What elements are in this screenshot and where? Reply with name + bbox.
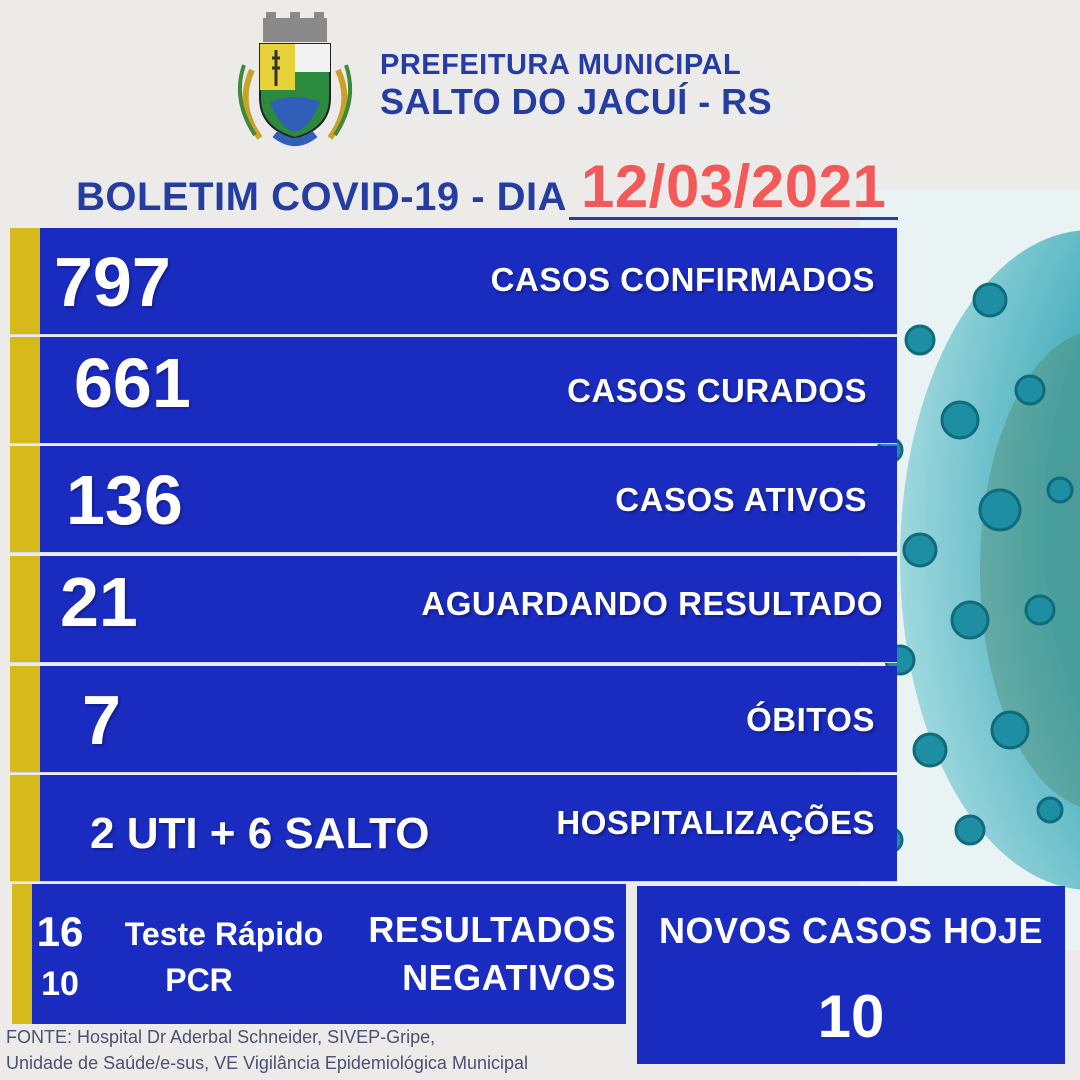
pcr-label: PCR <box>165 962 233 998</box>
bulletin-title <box>76 153 898 220</box>
negative-results-label <box>368 906 616 1002</box>
header-title <box>380 48 772 122</box>
stat-label: CASOS ATIVOS <box>615 481 867 518</box>
rapid-test-label: Teste Rápido <box>124 916 324 952</box>
row-accent <box>10 775 40 881</box>
stat-row-hospitalizations <box>10 775 897 881</box>
stat-value: 2 UTI + 6 SALTO <box>90 809 430 858</box>
source-note <box>6 1024 528 1076</box>
stat-row-active <box>10 446 897 552</box>
stat-label: AGUARDANDO RESULTADO <box>421 585 883 622</box>
stat-row-cured <box>10 337 897 443</box>
new-cases-value: 10 <box>817 983 885 1050</box>
header-prefeitura: PREFEITURA MUNICIPAL <box>380 49 742 81</box>
stat-label: CASOS CONFIRMADOS <box>490 261 875 298</box>
row-accent <box>12 884 32 1024</box>
bulletin-label: BOLETIM COVID-19 - DIA <box>76 175 568 219</box>
stat-row-confirmed <box>10 228 897 334</box>
row-accent <box>10 337 40 443</box>
stat-row-awaiting <box>10 556 897 662</box>
negative-label-line1: RESULTADOS <box>368 909 616 950</box>
stat-value: 7 <box>82 681 121 759</box>
new-cases-label: NOVOS CASOS HOJE <box>658 910 1044 951</box>
negative-label-line2: NEGATIVOS <box>402 957 616 998</box>
new-cases-box <box>637 886 1065 1064</box>
negative-results-box <box>12 884 626 1024</box>
row-accent <box>10 666 40 772</box>
stat-label: HOSPITALIZAÇÕES <box>556 804 875 841</box>
stat-value: 797 <box>54 243 171 321</box>
stat-value: 661 <box>74 344 191 422</box>
stat-row-deaths <box>10 666 897 772</box>
rapid-test-count: 16 <box>36 908 84 955</box>
pcr-count: 10 <box>41 965 79 1003</box>
stat-value: 136 <box>66 461 183 539</box>
row-accent <box>10 556 40 662</box>
bulletin-date: 12/03/2021 <box>569 157 898 220</box>
stat-label: CASOS CURADOS <box>567 372 867 409</box>
source-line2: Unidade de Saúde/e-sus, VE Vigilância Epidemiológica Municipal <box>6 1053 528 1073</box>
stat-value: 21 <box>60 563 138 641</box>
header-city: SALTO DO JACUÍ - RS <box>380 81 773 122</box>
municipal-coat-of-arms-icon <box>230 10 360 155</box>
source-line1: FONTE: Hospital Dr Aderbal Schneider, SIVEP-Gripe, <box>6 1027 436 1047</box>
row-accent <box>10 228 40 334</box>
row-accent <box>10 446 40 552</box>
stat-label: ÓBITOS <box>746 701 875 738</box>
